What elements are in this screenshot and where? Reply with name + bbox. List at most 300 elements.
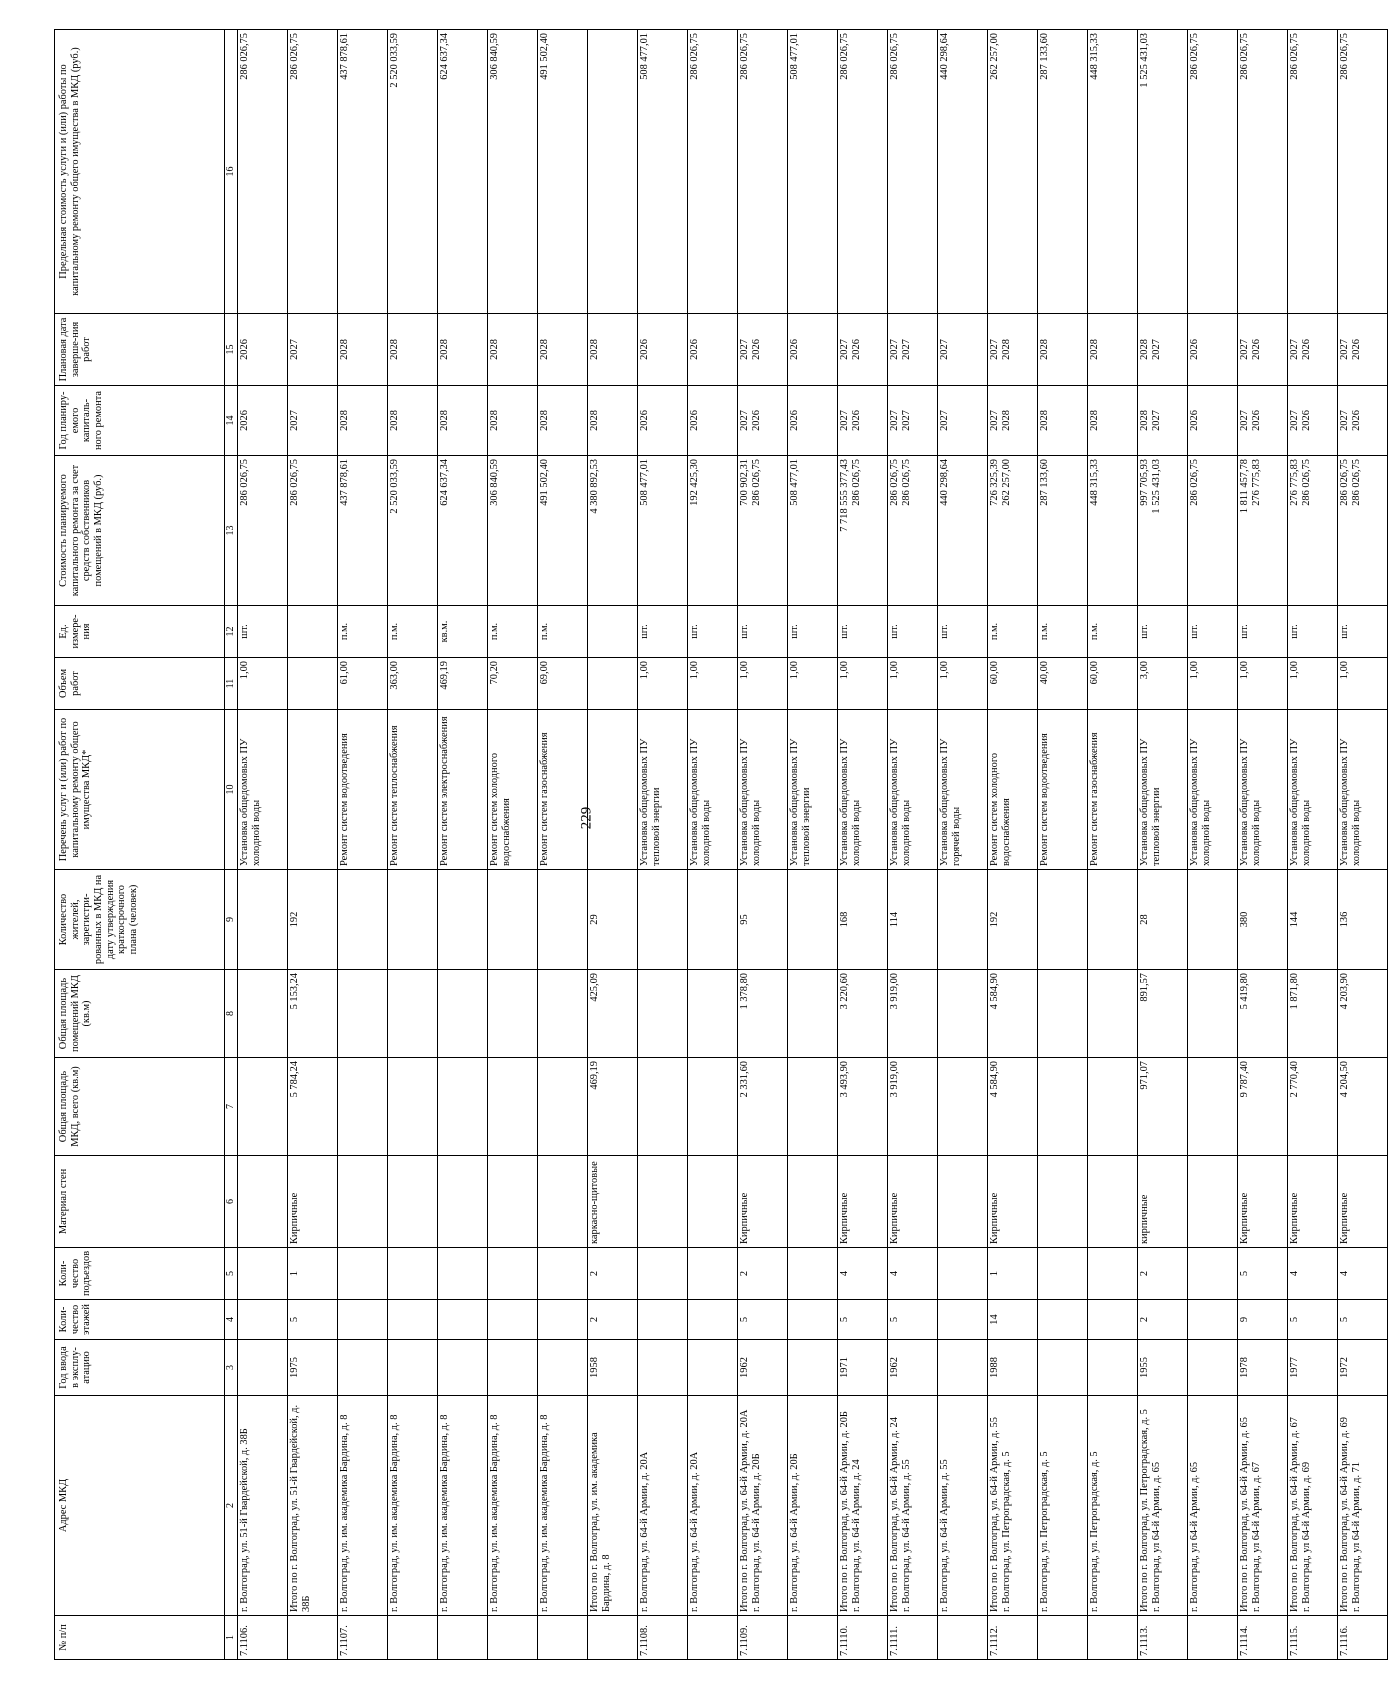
column-number-10: 10	[225, 710, 238, 870]
commission-year-cell: 1962	[888, 1340, 938, 1396]
wall-material-cell: Кирпичные	[1288, 1156, 1338, 1248]
end-date-cell	[588, 314, 638, 386]
end-date-cell	[1238, 314, 1288, 386]
residents-cell: 192	[988, 870, 1038, 970]
volume-cell: 469,19	[438, 658, 488, 710]
limit-cost-cell: 286 026,75	[688, 30, 738, 314]
column-number-8: 8	[225, 970, 238, 1058]
work-item: Ремонт систем электроснабжения	[439, 716, 450, 866]
address-cell	[588, 1396, 638, 1616]
plan-year-value: 2028	[1039, 410, 1050, 431]
commission-year-cell: 1978	[1238, 1340, 1288, 1396]
commission-year-cell	[538, 1340, 588, 1396]
volume-cell: 1,00	[938, 658, 988, 710]
end-date-value: 2026	[850, 339, 862, 360]
plan-year-cell	[638, 386, 688, 456]
cost-cell	[388, 456, 438, 606]
commission-year-cell: 1958	[588, 1340, 638, 1396]
cost-cell	[1288, 456, 1338, 606]
cost-value: 624 637,34	[439, 459, 450, 506]
total-area-cell: 3 493,90	[838, 1058, 888, 1156]
table-row	[1188, 30, 1238, 1660]
address-cell	[1338, 1396, 1388, 1616]
floors-cell: 5	[288, 1300, 338, 1340]
table-row	[738, 30, 788, 1660]
total-area-cell: 5 784,24	[288, 1058, 338, 1156]
entrances-cell: 4	[1338, 1248, 1388, 1300]
residents-cell	[438, 870, 488, 970]
table-row	[838, 30, 888, 1660]
residents-cell	[338, 870, 388, 970]
limit-cost-cell: 440 298,64	[938, 30, 988, 314]
floors-cell	[538, 1300, 588, 1340]
plan-year-cell	[788, 386, 838, 456]
plan-year-cell	[838, 386, 888, 456]
address-cell	[988, 1396, 1038, 1616]
limit-cost-cell: 287 133,60	[1038, 30, 1088, 314]
column-number-13: 13	[225, 456, 238, 606]
rooms-area-cell: 425,09	[588, 970, 638, 1058]
address-line: г. Волгоград, ул 64-й Армии, д. 69	[1300, 1461, 1312, 1612]
column-number-11: 11	[225, 658, 238, 710]
cost-value: 262 257,00	[1000, 459, 1012, 506]
floors-cell	[688, 1300, 738, 1340]
end-date-cell	[788, 314, 838, 386]
cost-value: 286 026,75	[289, 459, 300, 506]
plan-year-cell	[288, 386, 338, 456]
entrances-cell	[1088, 1248, 1138, 1300]
cost-value: 448 315,33	[1089, 459, 1100, 506]
end-date-value: 2026	[1350, 339, 1362, 360]
plan-year-value: 2028	[339, 410, 350, 431]
cost-cell	[888, 456, 938, 606]
residents-cell	[1088, 870, 1138, 970]
cost-value: 286 026,75	[900, 459, 912, 506]
work-item: Ремонт систем теплоснабжения	[389, 725, 400, 866]
address-line: Итого по г. Волгоград, ул. 51-й Гвардейской, д. 38Б	[289, 1404, 312, 1612]
cost-cell	[288, 456, 338, 606]
address-cell	[888, 1396, 938, 1616]
works-cell	[938, 710, 988, 870]
plan-year-cell	[1238, 386, 1288, 456]
limit-cost-cell: 286 026,75	[738, 30, 788, 314]
end-date-value: 2026	[689, 339, 700, 360]
cost-value: 286 026,75	[889, 459, 900, 506]
plan-year-cell	[238, 386, 288, 456]
entrances-cell: 2	[738, 1248, 788, 1300]
volume-cell	[288, 658, 338, 710]
limit-cost-cell: 508 477,01	[638, 30, 688, 314]
address-cell	[538, 1396, 588, 1616]
end-date-cell	[1288, 314, 1338, 386]
table-row	[938, 30, 988, 1660]
column-number-3: 3	[225, 1340, 238, 1396]
row-number-cell	[288, 1616, 338, 1660]
commission-year-cell	[1038, 1340, 1088, 1396]
limit-cost-cell: 306 840,59	[488, 30, 538, 314]
column-header-12: Ед. измере-ния	[55, 606, 225, 658]
total-area-cell	[1088, 1058, 1138, 1156]
end-date-cell	[838, 314, 888, 386]
limit-cost-cell: 2 520 033,59	[388, 30, 438, 314]
column-header-3: Год ввода в эксплу-атацию	[55, 1340, 225, 1396]
end-date-value: 2027	[939, 339, 950, 360]
column-header-2: Адрес МКД	[55, 1396, 225, 1616]
total-area-cell	[788, 1058, 838, 1156]
entrances-cell	[388, 1248, 438, 1300]
total-area-cell	[338, 1058, 388, 1156]
work-item: Установка общедомовых ПУ тепловой энергии	[639, 738, 662, 866]
table-row	[1338, 30, 1388, 1660]
address-cell	[1238, 1396, 1288, 1616]
address-cell	[238, 1396, 288, 1616]
end-date-cell	[688, 314, 738, 386]
commission-year-cell	[1188, 1340, 1238, 1396]
cost-cell	[338, 456, 388, 606]
entrances-cell	[338, 1248, 388, 1300]
end-date-cell	[338, 314, 388, 386]
column-header-13: Стоимость планируемого капитального ремонта за счет средств собственников помещений в МКД (руб.)	[55, 456, 225, 606]
address-line: г. Волгоград, ул. 64-й Армии, д. 20А	[639, 1451, 650, 1612]
cost-value: 286 026,75	[239, 459, 250, 506]
plan-year-value: 2027	[839, 410, 850, 431]
row-number-cell	[588, 1616, 638, 1660]
address-cell	[738, 1396, 788, 1616]
wall-material-cell: каркасно-щитовые	[588, 1156, 638, 1248]
entrances-cell: 4	[1288, 1248, 1338, 1300]
limit-cost-cell: 286 026,75	[238, 30, 288, 314]
plan-year-value: 2028	[1000, 410, 1012, 431]
entrances-cell	[638, 1248, 688, 1300]
works-cell	[838, 710, 888, 870]
limit-cost-cell: 437 878,61	[338, 30, 388, 314]
limit-cost-cell: 1 525 431,03	[1138, 30, 1188, 314]
row-number-cell: 7.1111.	[888, 1616, 938, 1660]
volume-cell: 1,00	[1288, 658, 1338, 710]
address-line: г. Волгоград, ул. 64-й Армии, д. 55	[900, 1459, 912, 1612]
address-line: г. Волгоград, ул. им. академика Бардина, д. 8	[339, 1414, 350, 1612]
wall-material-cell	[338, 1156, 388, 1248]
cost-cell	[488, 456, 538, 606]
address-line: Итого по г. Волгоград, ул. 64-й Армии, д. 20Б	[839, 1411, 850, 1612]
address-line: Итого по г. Волгоград, ул. им. академика Бардина, д. 8	[589, 1432, 612, 1612]
column-number-1: 1	[225, 1616, 238, 1660]
plan-year-cell	[1088, 386, 1138, 456]
rooms-area-cell: 5 419,80	[1238, 970, 1288, 1058]
address-line: г. Волгоград, ул. им. академика Бардина, д. 8	[539, 1414, 550, 1612]
end-date-value: 2028	[539, 339, 550, 360]
rooms-area-cell	[488, 970, 538, 1058]
cost-value: 286 026,75	[1339, 459, 1350, 506]
limit-cost-cell: 286 026,75	[838, 30, 888, 314]
work-item: Установка общедомовых ПУ холодной воды	[889, 738, 912, 866]
column-header-10: Перечень услуг и (или) работ по капитальному ремонту общего имущества МКД*	[55, 710, 225, 870]
row-number-cell	[1038, 1616, 1088, 1660]
end-date-value: 2028	[439, 339, 450, 360]
table-row	[288, 30, 338, 1660]
unit-cell: п.м.	[388, 606, 438, 658]
floors-cell	[1188, 1300, 1238, 1340]
plan-year-value: 2028	[1089, 410, 1100, 431]
plan-year-cell	[1138, 386, 1188, 456]
volume-cell: 1,00	[838, 658, 888, 710]
end-date-cell	[488, 314, 538, 386]
table-row	[988, 30, 1038, 1660]
works-cell	[1038, 710, 1088, 870]
plan-year-cell	[488, 386, 538, 456]
end-date-value: 2027	[989, 339, 1000, 360]
table-row	[788, 30, 838, 1660]
page-number: 229	[578, 806, 595, 830]
row-number-cell	[788, 1616, 838, 1660]
row-number-cell: 7.1115.	[1288, 1616, 1338, 1660]
address-line: г. Волгоград, ул 64-й Армии, д. 67	[1250, 1461, 1262, 1612]
end-date-value: 2028	[339, 339, 350, 360]
floors-cell	[338, 1300, 388, 1340]
address-line: г. Волгоград, ул. 64-й Армии, д. 24	[850, 1459, 862, 1612]
address-cell	[838, 1396, 888, 1616]
row-number-cell: 7.1114.	[1238, 1616, 1288, 1660]
cost-cell	[988, 456, 1038, 606]
unit-cell: шт.	[688, 606, 738, 658]
commission-year-cell: 1975	[288, 1340, 338, 1396]
residents-cell	[1038, 870, 1088, 970]
unit-cell: п.м.	[488, 606, 538, 658]
works-cell	[1238, 710, 1288, 870]
work-item: Ремонт систем холодного водоснабжения	[489, 752, 512, 866]
end-date-value: 2026	[1189, 339, 1200, 360]
wall-material-cell: Кирпичные	[888, 1156, 938, 1248]
works-cell	[338, 710, 388, 870]
address-line: г. Волгоград, ул. 64-й Армии, д. 20А	[689, 1451, 700, 1612]
works-cell	[988, 710, 1038, 870]
limit-cost-cell	[588, 30, 638, 314]
work-item: Установка общедомовых ПУ горячей воды	[939, 738, 962, 866]
floors-cell: 5	[838, 1300, 888, 1340]
rooms-area-cell	[638, 970, 688, 1058]
plan-year-cell	[1038, 386, 1088, 456]
total-area-cell	[638, 1058, 688, 1156]
row-number-cell	[688, 1616, 738, 1660]
column-header-15: Плановая дата заверше-ния работ	[55, 314, 225, 386]
cost-value: 287 133,60	[1039, 459, 1050, 506]
plan-year-cell	[688, 386, 738, 456]
commission-year-cell: 1962	[738, 1340, 788, 1396]
table-row	[438, 30, 488, 1660]
cost-value: 286 026,75	[1189, 459, 1200, 506]
work-item: Установка общедомовых ПУ холодной воды	[739, 738, 762, 866]
cost-value: 276 775,83	[1250, 459, 1262, 506]
entrances-cell	[238, 1248, 288, 1300]
rotated-page	[54, 30, 1362, 1660]
residents-cell	[538, 870, 588, 970]
plan-year-cell	[738, 386, 788, 456]
wall-material-cell: Кирпичные	[838, 1156, 888, 1248]
plan-year-cell	[388, 386, 438, 456]
unit-cell: п.м.	[1088, 606, 1138, 658]
wall-material-cell: Кирпичные	[1338, 1156, 1388, 1248]
works-cell	[888, 710, 938, 870]
rooms-area-cell	[788, 970, 838, 1058]
capital-repair-table	[54, 29, 1388, 1660]
cost-value: 437 878,61	[339, 459, 350, 506]
address-line: г. Волгоград, ул. Петроградская, д. 5	[1089, 1451, 1100, 1612]
volume-cell: 1,00	[738, 658, 788, 710]
unit-cell: шт.	[1238, 606, 1288, 658]
volume-cell: 60,00	[1088, 658, 1138, 710]
table-row	[538, 30, 588, 1660]
unit-cell: шт.	[638, 606, 688, 658]
floors-cell: 5	[1288, 1300, 1338, 1340]
commission-year-cell: 1955	[1138, 1340, 1188, 1396]
cost-value: 1 525 431,03	[1150, 459, 1162, 514]
plan-year-cell	[588, 386, 638, 456]
end-date-value: 2027	[1289, 339, 1300, 360]
commission-year-cell: 1977	[1288, 1340, 1338, 1396]
volume-cell: 40,00	[1038, 658, 1088, 710]
cost-value: 286 026,75	[1300, 459, 1312, 506]
rooms-area-cell	[238, 970, 288, 1058]
commission-year-cell	[638, 1340, 688, 1396]
address-line: Итого по г. Волгоград, ул. 64-й Армии, д. 69	[1339, 1417, 1350, 1612]
work-item: Установка общедомовых ПУ холодной воды	[839, 738, 862, 866]
limit-cost-cell: 286 026,75	[888, 30, 938, 314]
cost-value: 4 380 892,53	[589, 459, 600, 514]
end-date-value: 2028	[389, 339, 400, 360]
floors-cell	[938, 1300, 988, 1340]
cost-cell	[1338, 456, 1388, 606]
floors-cell	[388, 1300, 438, 1340]
cost-cell	[438, 456, 488, 606]
plan-year-value: 2027	[939, 410, 950, 431]
end-date-value: 2026	[789, 339, 800, 360]
residents-cell	[788, 870, 838, 970]
works-cell	[788, 710, 838, 870]
wall-material-cell	[1038, 1156, 1088, 1248]
plan-year-cell	[438, 386, 488, 456]
end-date-cell	[538, 314, 588, 386]
residents-cell: 168	[838, 870, 888, 970]
works-cell	[638, 710, 688, 870]
end-date-cell	[288, 314, 338, 386]
residents-cell: 192	[288, 870, 338, 970]
unit-cell: шт.	[938, 606, 988, 658]
commission-year-cell	[938, 1340, 988, 1396]
address-line: г. Волгоград, ул. им. академика Бардина, д. 8	[439, 1414, 450, 1612]
limit-cost-cell: 286 026,75	[288, 30, 338, 314]
end-date-value: 2027	[889, 339, 900, 360]
commission-year-cell	[788, 1340, 838, 1396]
cost-value: 276 775,83	[1289, 459, 1300, 506]
residents-cell: 95	[738, 870, 788, 970]
address-cell	[1088, 1396, 1138, 1616]
cost-value: 508 477,01	[789, 459, 800, 506]
work-item: Установка общедомовых ПУ тепловой энергии	[1139, 738, 1162, 866]
row-number-cell	[938, 1616, 988, 1660]
address-line: г. Волгоград, ул. 64-й Армии, д. 20Б	[750, 1453, 762, 1612]
end-date-value: 2026	[639, 339, 650, 360]
address-line: Итого по г. Волгоград, ул. 64-й Армии, д. 24	[889, 1417, 900, 1612]
cost-value: 192 425,30	[689, 459, 700, 506]
residents-cell: 114	[888, 870, 938, 970]
table-body	[238, 30, 1388, 1660]
column-header-5: Коли-чество подъездов	[55, 1248, 225, 1300]
total-area-cell	[438, 1058, 488, 1156]
column-header-14: Год планиру-емого капиталь-ного ремонта	[55, 386, 225, 456]
row-number-cell: 7.1106.	[238, 1616, 288, 1660]
entrances-cell	[438, 1248, 488, 1300]
cost-cell	[788, 456, 838, 606]
total-area-cell: 3 919,00	[888, 1058, 938, 1156]
end-date-value: 2028	[589, 339, 600, 360]
total-area-cell	[238, 1058, 288, 1156]
volume-cell: 3,00	[1138, 658, 1188, 710]
rooms-area-cell	[1088, 970, 1138, 1058]
end-date-value: 2028	[1089, 339, 1100, 360]
plan-year-value: 2026	[239, 410, 250, 431]
volume-cell: 70,20	[488, 658, 538, 710]
wall-material-cell	[438, 1156, 488, 1248]
wall-material-cell	[788, 1156, 838, 1248]
work-item: Ремонт систем газоснабжения	[1089, 732, 1100, 866]
work-item: Установка общедомовых ПУ холодной воды	[1289, 738, 1312, 866]
total-area-cell: 469,19	[588, 1058, 638, 1156]
end-date-cell	[1038, 314, 1088, 386]
works-cell	[1338, 710, 1388, 870]
end-date-value: 2026	[1300, 339, 1312, 360]
unit-cell: п.м.	[988, 606, 1038, 658]
row-number-cell	[1188, 1616, 1238, 1660]
limit-cost-cell: 491 502,40	[538, 30, 588, 314]
plan-year-value: 2026	[850, 410, 862, 431]
floors-cell: 5	[888, 1300, 938, 1340]
end-date-value: 2027	[289, 339, 300, 360]
unit-cell: шт.	[238, 606, 288, 658]
entrances-cell: 1	[988, 1248, 1038, 1300]
wall-material-cell	[1188, 1156, 1238, 1248]
works-cell	[1188, 710, 1238, 870]
wall-material-cell	[638, 1156, 688, 1248]
unit-cell	[288, 606, 338, 658]
address-line: Итого по г. Волгоград, ул. 64-й Армии, д. 55	[989, 1417, 1000, 1612]
total-area-cell: 2 331,60	[738, 1058, 788, 1156]
residents-cell	[1188, 870, 1238, 970]
end-date-value: 2027	[739, 339, 750, 360]
plan-year-value: 2026	[1350, 410, 1362, 431]
commission-year-cell	[488, 1340, 538, 1396]
row-number-cell: 7.1109.	[738, 1616, 788, 1660]
work-item: Установка общедомовых ПУ холодной воды	[689, 738, 712, 866]
works-cell	[688, 710, 738, 870]
entrances-cell: 5	[1238, 1248, 1288, 1300]
address-line: Итого по г. Волгоград, ул. 64-й Армии, д. 20А	[739, 1409, 750, 1612]
address-line: г. Волгоград, ул. им. академика Бардина, д. 8	[489, 1414, 500, 1612]
plan-year-cell	[1288, 386, 1338, 456]
cost-value: 440 298,64	[939, 459, 950, 506]
plan-year-cell	[1338, 386, 1388, 456]
works-cell	[1088, 710, 1138, 870]
commission-year-cell	[238, 1340, 288, 1396]
end-date-value: 2027	[1339, 339, 1350, 360]
plan-year-cell	[938, 386, 988, 456]
cost-value: 286 026,75	[850, 459, 862, 506]
unit-cell: шт.	[888, 606, 938, 658]
address-cell	[1138, 1396, 1188, 1616]
table-row	[1238, 30, 1288, 1660]
plan-year-cell	[538, 386, 588, 456]
volume-cell: 61,00	[338, 658, 388, 710]
cost-value: 726 325,39	[989, 459, 1000, 506]
